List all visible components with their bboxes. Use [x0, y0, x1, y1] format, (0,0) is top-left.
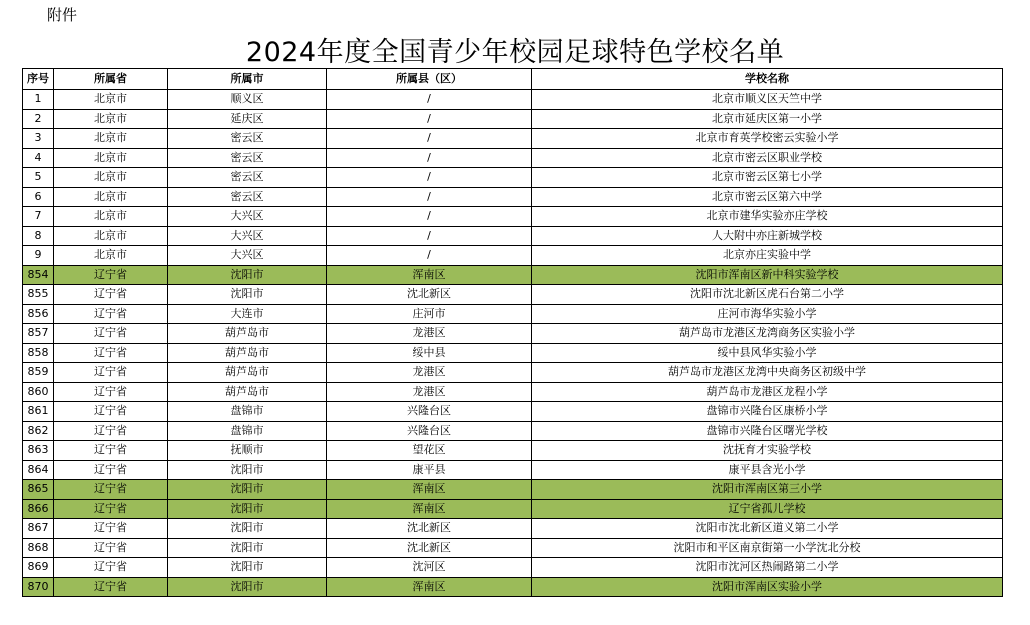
table-row: [23, 129, 1003, 149]
table-row: [23, 324, 1003, 344]
city-cell: 沈阳市: [168, 519, 327, 539]
county-cell: 龙港区: [327, 382, 532, 402]
row-index-cell: 865: [23, 480, 54, 500]
school-name-cell: 葫芦岛市龙港区龙程小学: [532, 382, 1003, 402]
city-cell: 大连市: [168, 304, 327, 324]
row-index-cell: 854: [23, 265, 54, 285]
school-name-cell: 葫芦岛市龙港区龙湾中央商务区初级中学: [532, 363, 1003, 383]
row-index-cell: 866: [23, 499, 54, 519]
row-index-cell: 2: [23, 109, 54, 129]
county-cell: /: [327, 148, 532, 168]
school-name-cell: 康平县含光小学: [532, 460, 1003, 480]
city-cell: 葫芦岛市: [168, 363, 327, 383]
school-name-cell: 北京市密云区第六中学: [532, 187, 1003, 207]
province-cell: 辽宁省: [54, 441, 168, 461]
row-index-cell: 6: [23, 187, 54, 207]
school-name-cell: 北京市建华实验亦庄学校: [532, 207, 1003, 227]
province-cell: 北京市: [54, 129, 168, 149]
table-row: [23, 538, 1003, 558]
province-cell: 辽宁省: [54, 324, 168, 344]
city-cell: 沈阳市: [168, 538, 327, 558]
row-index-cell: 4: [23, 148, 54, 168]
school-name-cell: 沈阳市浑南区第三小学: [532, 480, 1003, 500]
county-cell: 沈北新区: [327, 538, 532, 558]
row-index-cell: 863: [23, 441, 54, 461]
row-index-cell: 7: [23, 207, 54, 227]
school-name-cell: 庄河市海华实验小学: [532, 304, 1003, 324]
column-header-index: 序号: [23, 69, 54, 90]
school-name-cell: 辽宁省孤儿学校: [532, 499, 1003, 519]
county-cell: 沈北新区: [327, 519, 532, 539]
county-cell: /: [327, 109, 532, 129]
province-cell: 北京市: [54, 148, 168, 168]
row-index-cell: 856: [23, 304, 54, 324]
city-cell: 大兴区: [168, 226, 327, 246]
school-name-cell: 北京市延庆区第一小学: [532, 109, 1003, 129]
school-name-cell: 北京市密云区职业学校: [532, 148, 1003, 168]
column-header-province: 所属省: [54, 69, 168, 90]
row-index-cell: 9: [23, 246, 54, 266]
table-row: [23, 148, 1003, 168]
row-index-cell: 858: [23, 343, 54, 363]
city-cell: 密云区: [168, 168, 327, 188]
row-index-cell: 8: [23, 226, 54, 246]
city-cell: 延庆区: [168, 109, 327, 129]
row-index-cell: 859: [23, 363, 54, 383]
province-cell: 辽宁省: [54, 499, 168, 519]
county-cell: 望花区: [327, 441, 532, 461]
document-title: 2024年度全国青少年校园足球特色学校名单: [245, 37, 785, 68]
county-cell: 沈北新区: [327, 285, 532, 305]
row-index-cell: 857: [23, 324, 54, 344]
county-cell: /: [327, 90, 532, 110]
table-row: [23, 402, 1003, 422]
city-cell: 密云区: [168, 187, 327, 207]
province-cell: 辽宁省: [54, 519, 168, 539]
city-cell: 大兴区: [168, 207, 327, 227]
county-cell: /: [327, 246, 532, 266]
row-index-cell: 5: [23, 168, 54, 188]
school-name-cell: 沈阳市沈北新区道义第二小学: [532, 519, 1003, 539]
school-name-cell: 北京亦庄实验中学: [532, 246, 1003, 266]
school-name-cell: 葫芦岛市龙港区龙湾商务区实验小学: [532, 324, 1003, 344]
school-name-cell: 沈阳市浑南区新中科实验学校: [532, 265, 1003, 285]
county-cell: 绥中县: [327, 343, 532, 363]
province-cell: 辽宁省: [54, 343, 168, 363]
table-row: [23, 343, 1003, 363]
school-list-table: [22, 68, 1003, 597]
county-cell: /: [327, 226, 532, 246]
city-cell: 沈阳市: [168, 285, 327, 305]
table-row: [23, 441, 1003, 461]
table-row: [23, 382, 1003, 402]
county-cell: 龙港区: [327, 324, 532, 344]
province-cell: 辽宁省: [54, 363, 168, 383]
province-cell: 北京市: [54, 168, 168, 188]
table-body: [23, 90, 1003, 597]
city-cell: 葫芦岛市: [168, 324, 327, 344]
province-cell: 辽宁省: [54, 538, 168, 558]
table-row: [23, 246, 1003, 266]
city-cell: 沈阳市: [168, 265, 327, 285]
school-name-cell: 沈阳市浑南区实验小学: [532, 577, 1003, 597]
row-index-cell: 868: [23, 538, 54, 558]
province-cell: 辽宁省: [54, 285, 168, 305]
table-row: [23, 226, 1003, 246]
county-cell: 浑南区: [327, 577, 532, 597]
table-row: [23, 519, 1003, 539]
county-cell: 浑南区: [327, 499, 532, 519]
province-cell: 辽宁省: [54, 265, 168, 285]
province-cell: 辽宁省: [54, 421, 168, 441]
row-index-cell: 855: [23, 285, 54, 305]
city-cell: 盘锦市: [168, 402, 327, 422]
attachment-label: 附件: [47, 6, 78, 24]
city-cell: 沈阳市: [168, 577, 327, 597]
table-row: [23, 265, 1003, 285]
province-cell: 辽宁省: [54, 460, 168, 480]
table-row: [23, 460, 1003, 480]
column-header-city: 所属市: [168, 69, 327, 90]
province-cell: 北京市: [54, 207, 168, 227]
city-cell: 密云区: [168, 148, 327, 168]
county-cell: 庄河市: [327, 304, 532, 324]
school-name-cell: 北京市顺义区天竺中学: [532, 90, 1003, 110]
table-row: [23, 363, 1003, 383]
county-cell: /: [327, 129, 532, 149]
table-row: [23, 187, 1003, 207]
table-row: [23, 421, 1003, 441]
city-cell: 密云区: [168, 129, 327, 149]
row-index-cell: 869: [23, 558, 54, 578]
county-cell: 沈河区: [327, 558, 532, 578]
table-row: [23, 285, 1003, 305]
city-cell: 葫芦岛市: [168, 382, 327, 402]
table-row: [23, 109, 1003, 129]
county-cell: 浑南区: [327, 480, 532, 500]
table-row: [23, 480, 1003, 500]
column-header-school: 学校名称: [532, 69, 1003, 90]
school-name-cell: 北京市育英学校密云实验小学: [532, 129, 1003, 149]
row-index-cell: 870: [23, 577, 54, 597]
province-cell: 北京市: [54, 187, 168, 207]
table-row: [23, 577, 1003, 597]
county-cell: 兴隆台区: [327, 421, 532, 441]
school-name-cell: 沈阳市沈北新区虎石台第二小学: [532, 285, 1003, 305]
province-cell: 辽宁省: [54, 382, 168, 402]
school-name-cell: 盘锦市兴隆台区曙光学校: [532, 421, 1003, 441]
table-row: [23, 304, 1003, 324]
row-index-cell: 862: [23, 421, 54, 441]
county-cell: 浑南区: [327, 265, 532, 285]
province-cell: 北京市: [54, 90, 168, 110]
county-cell: 龙港区: [327, 363, 532, 383]
school-name-cell: 沈抚育才实验学校: [532, 441, 1003, 461]
table-row: [23, 207, 1003, 227]
table-row: [23, 558, 1003, 578]
county-cell: /: [327, 187, 532, 207]
row-index-cell: 1: [23, 90, 54, 110]
city-cell: 盘锦市: [168, 421, 327, 441]
province-cell: 北京市: [54, 226, 168, 246]
province-cell: 辽宁省: [54, 304, 168, 324]
table-row: [23, 499, 1003, 519]
county-cell: /: [327, 207, 532, 227]
table-header-row: [23, 69, 1003, 90]
province-cell: 辽宁省: [54, 402, 168, 422]
row-index-cell: 864: [23, 460, 54, 480]
school-name-cell: 人大附中亦庄新城学校: [532, 226, 1003, 246]
city-cell: 顺义区: [168, 90, 327, 110]
school-name-cell: 绥中县风华实验小学: [532, 343, 1003, 363]
table-row: [23, 90, 1003, 110]
province-cell: 北京市: [54, 246, 168, 266]
city-cell: 大兴区: [168, 246, 327, 266]
row-index-cell: 860: [23, 382, 54, 402]
city-cell: 葫芦岛市: [168, 343, 327, 363]
table-row: [23, 168, 1003, 188]
province-cell: 辽宁省: [54, 577, 168, 597]
city-cell: 沈阳市: [168, 460, 327, 480]
city-cell: 沈阳市: [168, 499, 327, 519]
county-cell: 康平县: [327, 460, 532, 480]
school-name-cell: 沈阳市和平区南京街第一小学沈北分校: [532, 538, 1003, 558]
school-name-cell: 北京市密云区第七小学: [532, 168, 1003, 188]
city-cell: 沈阳市: [168, 558, 327, 578]
row-index-cell: 3: [23, 129, 54, 149]
province-cell: 北京市: [54, 109, 168, 129]
column-header-county: 所属县（区）: [327, 69, 532, 90]
row-index-cell: 867: [23, 519, 54, 539]
school-name-cell: 沈阳市沈河区热闹路第二小学: [532, 558, 1003, 578]
city-cell: 抚顺市: [168, 441, 327, 461]
county-cell: 兴隆台区: [327, 402, 532, 422]
province-cell: 辽宁省: [54, 558, 168, 578]
city-cell: 沈阳市: [168, 480, 327, 500]
school-name-cell: 盘锦市兴隆台区康桥小学: [532, 402, 1003, 422]
row-index-cell: 861: [23, 402, 54, 422]
province-cell: 辽宁省: [54, 480, 168, 500]
county-cell: /: [327, 168, 532, 188]
